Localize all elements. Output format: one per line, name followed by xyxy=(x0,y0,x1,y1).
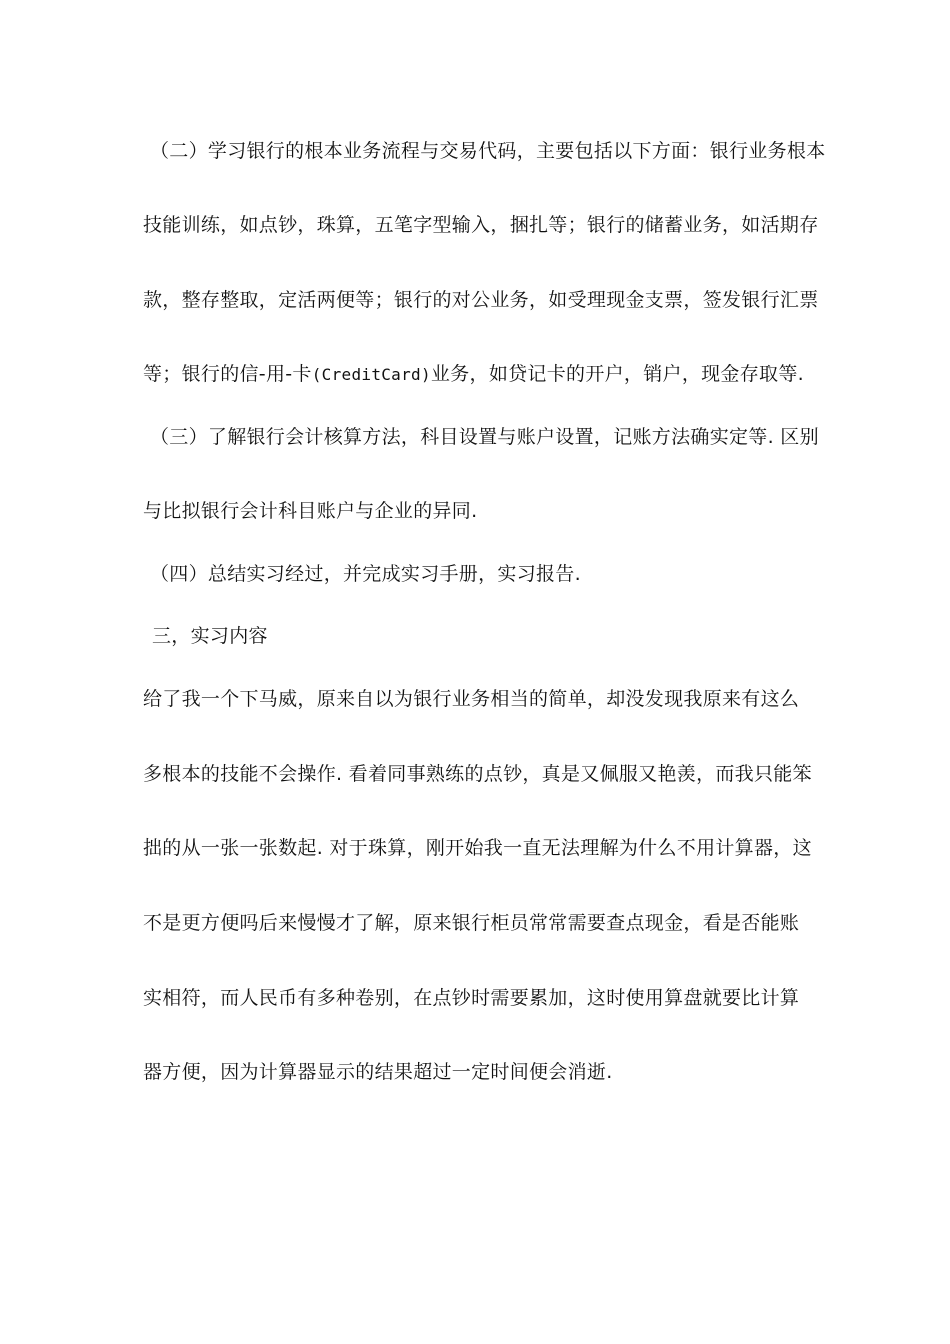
paragraph-2-line-1: （二）学习银行的根本业务流程与交易代码，主要包括以下方面：银行业务根本 xyxy=(150,140,826,162)
paragraph-3-line-1: （三）了解银行会计核算方法，科目设置与账户设置，记账方法确实定等. 区别 xyxy=(150,426,819,448)
paragraph-4-line-1: （四）总结实习经过，并完成实习手册，实习报告. xyxy=(150,563,581,585)
text-segment: 业务，如贷记卡的开户，销户，现金存取等. xyxy=(430,363,804,385)
paragraph-3-line-2: 与比拟银行会计科目账户与企业的异同. xyxy=(143,500,478,522)
section-heading: 三，实习内容 xyxy=(152,625,268,647)
content-line-6: 器方便，因为计算器显示的结果超过一定时间便会消逝. xyxy=(143,1061,613,1083)
content-line-3: 拙的从一张一张数起. 对于珠算，刚开始我一直无法理解为什么不用计算器，这 xyxy=(143,837,812,859)
content-line-4: 不是更方便吗后来慢慢才了解，原来银行柜员常常需要查点现金，看是否能账 xyxy=(143,912,800,934)
content-line-5: 实相符，而人民币有多种卷别，在点钞时需要累加，这时使用算盘就要比计算 xyxy=(143,987,800,1009)
text-segment: 等；银行的信-用-卡 xyxy=(143,363,312,385)
paragraph-2-line-3: 款，整存整取，定活两便等；银行的对公业务，如受理现金支票，签发银行汇票 xyxy=(143,289,819,311)
paragraph-2-line-4 xyxy=(143,361,804,388)
credit-card-term: (CreditCard) xyxy=(311,365,431,384)
content-line-1: 给了我一个下马威，原来自以为银行业务相当的简单，却没发现我原来有这么 xyxy=(143,688,800,710)
paragraph-2-line-2: 技能训练，如点钞，珠算，五笔字型输入，捆扎等；银行的储蓄业务，如活期存 xyxy=(143,214,819,236)
content-line-2: 多根本的技能不会操作. 看着同事熟练的点钞，真是又佩服又艳羡，而我只能笨 xyxy=(143,763,812,785)
